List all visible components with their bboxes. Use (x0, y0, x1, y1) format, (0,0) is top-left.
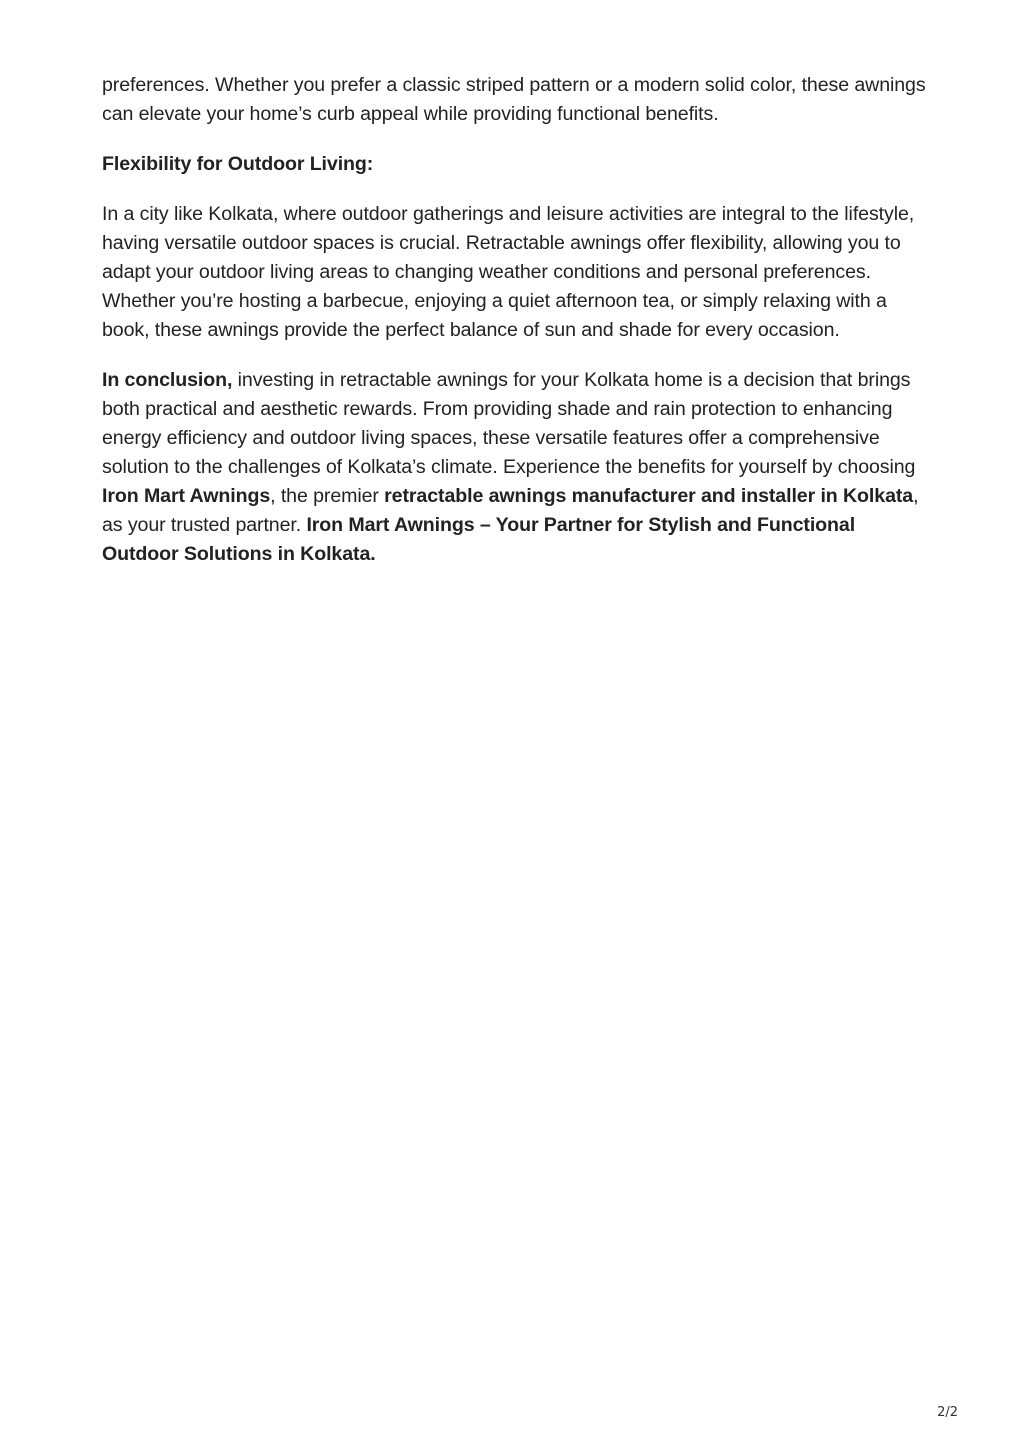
brand-name: Iron Mart Awnings (102, 485, 271, 507)
service-description: retractable awnings manufacturer and installer in Kolkata (384, 485, 914, 507)
paragraph-outdoor-living: In a city like Kolkata, where outdoor gatherings and leisure activities are integral to the lifestyle, having versatile outdoor spaces is crucial. Retractable awnings offer flexibility, allowing you to adapt your outdoor living areas to changing weather conditions and personal preferences. Whether you’re hosting a barbecue, enjoying a quiet afternoon tea, or simply relaxing with a book, these awnings provide the perfect balance of sun and shade for every occasion. (102, 203, 915, 341)
heading-flexibility: Flexibility for Outdoor Living: (102, 153, 374, 175)
conclusion-text-3: , as your trusted partner. (102, 485, 919, 536)
brand-tagline: Iron Mart Awnings – Your Partner for Stylish and Functional Outdoor Solutions in Kolkata. (102, 514, 856, 565)
page-number: 2/2 (937, 1405, 958, 1420)
paragraph-curb-appeal: preferences. Whether you prefer a classic striped pattern or a modern solid color, these awnings can elevate your home’s curb appeal while providing functional benefits. (102, 74, 926, 125)
document-body (102, 71, 928, 590)
conclusion-text-1: investing in retractable awnings for your Kolkata home is a decision that brings both practical and aesthetic rewards. From providing shade and rain protection to enhancing energy efficiency and outdoor living spaces, these versatile features offer a comprehensive solution to the challenges of Kolkata’s climate. Experience the benefits for yourself by choosing (102, 369, 916, 478)
conclusion-text-2: , the premier (270, 485, 385, 507)
conclusion-lead: In conclusion, (102, 369, 233, 391)
paragraph-conclusion (102, 366, 928, 569)
